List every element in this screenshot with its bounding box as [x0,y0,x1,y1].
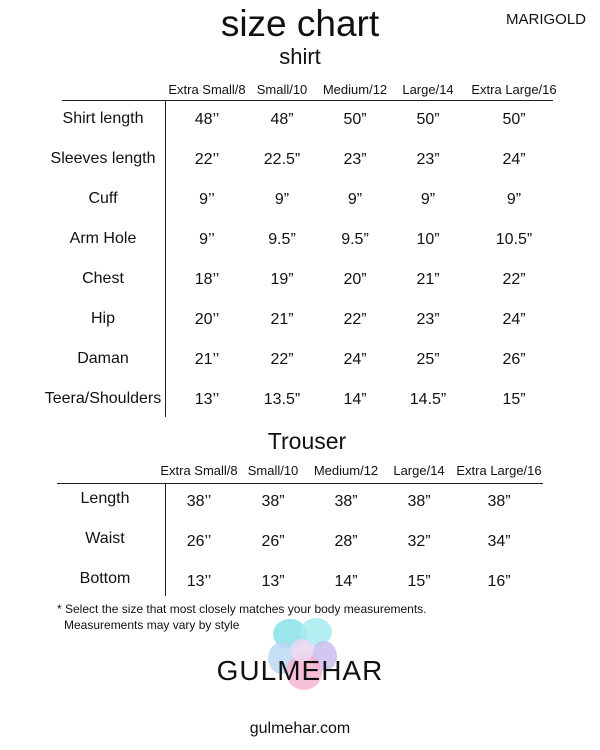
shirt-size-cell: 23” [343,151,367,168]
trouser-size-cell: 13’’ [186,573,212,590]
trouser-size-cell: 15” [407,573,431,590]
shirt-size-cell: 25” [416,351,440,368]
shirt-size-cell: 13.5” [263,391,301,408]
shirt-size-cell: 22” [343,311,367,328]
shirt-size-cell: 19” [270,271,294,288]
shirt-row-label: Daman [77,350,129,367]
shirt-row-label: Chest [82,270,124,287]
shirt-size-cell: 9’’ [199,231,215,248]
shirt-column-header: Small/10 [256,82,308,97]
page-title: size chart [220,3,380,44]
shirt-size-cell: 50” [343,111,367,128]
trouser-size-cell: 32” [407,533,431,550]
brand-logo-text: GULMEHAR [216,655,384,686]
trouser-size-cell: 16” [487,573,511,590]
trouser-title: Trouser [267,428,347,454]
size-note-line1: * Select the size that most closely matches your body measurements. [57,602,427,616]
trouser-size-cell: 38” [487,493,511,510]
trouser-row-label: Waist [85,530,125,547]
website-link[interactable]: gulmehar.com [249,720,351,737]
shirt-row-label: Cuff [88,190,118,207]
shirt-size-cell: 20’’ [194,311,220,328]
trouser-size-cell: 38” [407,493,431,510]
shirt-size-cell: 26” [502,351,526,368]
trouser-size-cell: 26” [261,533,285,550]
shirt-size-cell: 22’’ [194,151,220,168]
shirt-size-cell: 9.5” [268,231,296,248]
shirt-row-label: Arm Hole [69,230,137,247]
shirt-size-cell: 48” [270,111,294,128]
shirt-size-cell: 48’’ [194,111,220,128]
shirt-size-cell: 23” [416,311,440,328]
size-note-line2: Measurements may vary by style [64,618,240,632]
trouser-size-cell: 34” [487,533,511,550]
trouser-label-divider [165,484,166,596]
shirt-size-cell: 9.5” [341,231,369,248]
shirt-row-label: Teera/Shoulders [44,390,162,407]
trouser-size-cell: 28” [334,533,358,550]
trouser-header-divider [57,483,543,484]
trouser-size-cell: 38” [334,493,358,510]
shirt-row-label: Hip [90,310,116,327]
shirt-column-header: Extra Large/16 [471,82,557,97]
shirt-size-cell: 24” [502,151,526,168]
brand-tag: MARIGOLD [505,11,586,28]
trouser-column-header: Extra Small/8 [160,463,238,478]
trouser-column-header: Large/14 [393,463,445,478]
shirt-size-cell: 22” [502,271,526,288]
trouser-size-cell: 14” [334,573,358,590]
trouser-size-cell: 38’’ [186,493,212,510]
shirt-column-header: Large/14 [402,82,454,97]
shirt-size-cell: 13’’ [194,391,220,408]
shirt-size-cell: 14.5” [409,391,447,408]
trouser-row-label: Bottom [79,570,131,587]
shirt-size-cell: 9” [506,191,522,208]
trouser-size-cell: 26’’ [186,533,212,550]
shirt-size-cell: 9” [274,191,290,208]
trouser-column-header: Medium/12 [313,463,379,478]
shirt-row-label: Shirt length [62,110,144,127]
trouser-row-label: Length [80,490,130,507]
shirt-size-cell: 21” [416,271,440,288]
shirt-size-cell: 10.5” [495,231,533,248]
shirt-size-cell: 21” [270,311,294,328]
shirt-size-cell: 9” [347,191,363,208]
shirt-header-divider [62,100,553,101]
trouser-column-header: Small/10 [247,463,299,478]
shirt-size-cell: 24” [502,311,526,328]
shirt-size-cell: 22.5” [263,151,301,168]
shirt-size-cell: 50” [416,111,440,128]
shirt-size-cell: 18’’ [194,271,220,288]
shirt-size-cell: 15” [502,391,526,408]
shirt-size-cell: 50” [502,111,526,128]
shirt-size-cell: 22” [270,351,294,368]
shirt-row-label: Sleeves length [50,150,156,167]
shirt-size-cell: 20” [343,271,367,288]
shirt-column-header: Extra Small/8 [168,82,246,97]
shirt-size-cell: 24” [343,351,367,368]
shirt-column-header: Medium/12 [322,82,388,97]
trouser-column-header: Extra Large/16 [456,463,542,478]
trouser-size-cell: 38” [261,493,285,510]
shirt-size-cell: 23” [416,151,440,168]
shirt-size-cell: 9” [420,191,436,208]
trouser-size-cell: 13” [261,573,285,590]
shirt-label-divider [165,101,166,417]
shirt-size-cell: 14” [343,391,367,408]
shirt-size-cell: 10” [416,231,440,248]
shirt-size-cell: 21’’ [194,351,220,368]
shirt-subtitle: shirt [279,44,321,69]
shirt-size-cell: 9’’ [199,191,215,208]
